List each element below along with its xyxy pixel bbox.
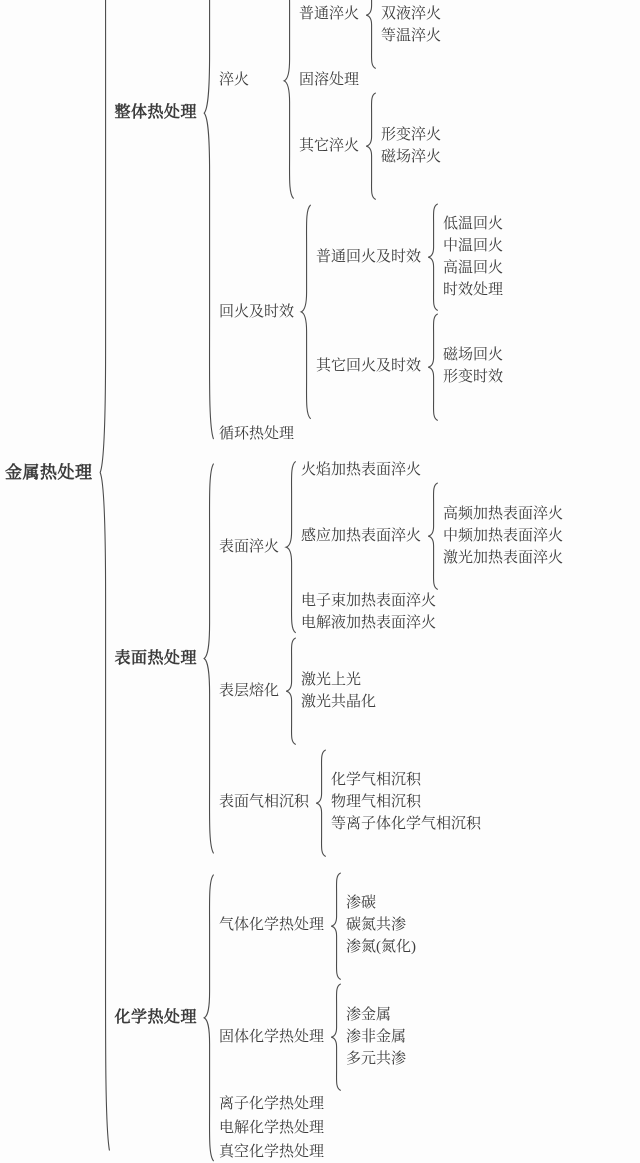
tree-node (441, 526, 568, 547)
curly-brace-icon (202, 0, 215, 445)
tree-children-group (344, 1005, 411, 1070)
tree-node (217, 203, 508, 421)
tree-node-label: 回火及时效 (219, 303, 295, 320)
tree-children-group (441, 345, 508, 388)
tree-node-label: 固体化学热处理 (219, 1028, 325, 1045)
tree-node-label: 等离子体化学气相沉积 (331, 816, 482, 833)
tree-node-label: 金属热处理 (5, 462, 93, 482)
tree-children-group (314, 203, 508, 421)
tree-children-group (217, 872, 421, 1163)
tree-node-label: 双液淬火 (381, 6, 442, 23)
tree-node-label: 化学热处理 (114, 1009, 198, 1027)
tree-node (113, 460, 569, 857)
tree-node-label: 高频加热表面淬火 (443, 505, 564, 522)
tree-node (297, 92, 446, 200)
tree-node (329, 814, 486, 835)
tree-node-label: 高温回火 (443, 259, 504, 276)
tree-node (217, 872, 421, 980)
tree-node-label: 形变时效 (443, 369, 504, 386)
tree-node (297, 70, 446, 91)
tree-node-label: 火焰加热表面淬火 (301, 461, 422, 478)
tree-node (299, 670, 381, 691)
curly-brace-icon (364, 92, 377, 200)
tree-node (299, 482, 568, 590)
tree-node-label: 渗金属 (346, 1006, 392, 1023)
tree-node (217, 1094, 421, 1115)
tree-node (217, 460, 568, 634)
tree-node-label: 碳氮共渗 (346, 917, 407, 934)
tree-children-group (299, 670, 381, 713)
tree-children-group (217, 460, 568, 857)
tree-node-label: 激光上光 (301, 671, 362, 688)
tree-node-label: 表层熔化 (219, 682, 280, 699)
tree-node (299, 692, 381, 713)
tree-node-label: 固溶处理 (299, 71, 360, 88)
tree-node-label: 电解化学热处理 (219, 1120, 325, 1137)
tree-node (441, 504, 568, 525)
tree-node-label: 渗氮(氮化) (346, 939, 417, 956)
tree-node (217, 1142, 421, 1163)
tree-node (344, 915, 421, 936)
tree-node (217, 0, 508, 200)
curly-brace-icon (202, 460, 215, 857)
curly-brace-icon (426, 482, 439, 590)
tree-node-label: 低温回火 (443, 215, 504, 232)
tree-node-label: 磁场淬火 (381, 148, 442, 165)
tree-node (441, 258, 508, 279)
tree-node-label: 真空化学热处理 (219, 1144, 325, 1161)
tree-node (3, 0, 568, 1163)
tree-node (217, 1118, 421, 1139)
tree-node (379, 4, 446, 25)
curly-brace-icon (202, 872, 215, 1163)
curly-brace-icon (284, 637, 297, 745)
tree-node-label: 表面气相沉积 (219, 794, 310, 811)
tree-node-label: 中温回火 (443, 237, 504, 254)
curly-brace-icon (426, 313, 439, 421)
tree-node-label: 其它淬火 (299, 137, 360, 154)
tree-node (344, 1027, 411, 1048)
curly-brace-icon (314, 749, 327, 857)
tree-children-group (329, 770, 486, 835)
tree-node (379, 26, 446, 47)
tree-node (379, 0, 446, 3)
tree-children-group (379, 0, 446, 47)
tree-node-label: 其它回火及时效 (316, 358, 422, 375)
tree-node-label: 化学气相沉积 (331, 772, 422, 789)
curly-brace-icon (299, 203, 312, 421)
tree-node-label: 电解液加热表面淬火 (301, 615, 437, 632)
tree-node (299, 460, 568, 481)
tree-node-label: 循环热处理 (219, 425, 295, 442)
tree-node-label: 淬火 (219, 71, 250, 88)
tree-node (441, 367, 508, 388)
tree-node-label: 渗非金属 (346, 1028, 407, 1045)
tree-node (329, 770, 486, 791)
tree-node-label: 等温淬火 (381, 28, 442, 45)
tree-node-label: 感应加热表面淬火 (301, 527, 422, 544)
tree-node-label: 形变淬火 (381, 126, 442, 143)
tree-node (299, 613, 568, 634)
tree-node (379, 147, 446, 168)
tree-node (379, 125, 446, 146)
tree-node (299, 591, 568, 612)
tree-node-label: 表面热处理 (114, 649, 198, 667)
tree-node-label: 电子束加热表面淬火 (301, 593, 437, 610)
tree-children-group (441, 504, 568, 569)
tree-node-label (379, 0, 446, 3)
curly-brace-icon (329, 872, 342, 980)
tree-node-label: 激光共晶化 (301, 693, 377, 710)
tree-node (329, 792, 486, 813)
tree-node (113, 0, 569, 445)
tree-node-label: 时效处理 (443, 281, 504, 298)
curly-brace-icon (329, 983, 342, 1091)
tree-node (441, 214, 508, 235)
tree-node (217, 424, 508, 445)
tree-node (314, 313, 508, 421)
tree-node (217, 983, 421, 1091)
curly-brace-icon (282, 0, 295, 200)
tree-node (113, 872, 569, 1163)
tree-node (344, 937, 421, 958)
tree-node-label: 磁场回火 (443, 347, 504, 364)
curly-brace-icon (98, 0, 111, 1163)
tree-node-label: 多元共渗 (346, 1050, 407, 1067)
tree-node (441, 548, 568, 569)
tree-node-label: 气体化学热处理 (219, 917, 325, 934)
tree-node (441, 280, 508, 301)
tree-children-group (217, 0, 508, 445)
tree-node (441, 345, 508, 366)
tree-children-group (113, 0, 569, 1163)
tree-node-label: 物理气相沉积 (331, 794, 422, 811)
tree-root-mount (3, 0, 568, 1163)
tree-node (217, 637, 568, 745)
tree-children-group (441, 214, 508, 301)
tree-node (344, 1005, 411, 1026)
tree-node-label: 中频加热表面淬火 (443, 527, 564, 544)
tree-node (344, 1049, 411, 1070)
tree-node-label: 整体热处理 (114, 104, 198, 122)
tree-node-label: 激光加热表面淬火 (443, 549, 564, 566)
tree-children-group (379, 125, 446, 168)
tree-node (314, 203, 508, 311)
tree-node (297, 0, 446, 69)
tree-node (344, 893, 421, 914)
tree-children-group (299, 460, 568, 634)
tree-node-label: 表面淬火 (219, 538, 280, 555)
curly-brace-icon (284, 460, 297, 634)
tree-node (217, 749, 568, 857)
curly-brace-icon (364, 0, 377, 69)
tree-children-group (297, 0, 446, 200)
tree-node-label: 普通回火及时效 (316, 248, 422, 265)
tree-children-group (344, 893, 421, 958)
tree-node-label: 离子化学热处理 (219, 1096, 325, 1113)
curly-brace-icon (426, 203, 439, 311)
tree-node-label: 渗碳 (346, 895, 377, 912)
tree-node-label: 普通淬火 (299, 6, 360, 23)
tree-node (441, 236, 508, 257)
